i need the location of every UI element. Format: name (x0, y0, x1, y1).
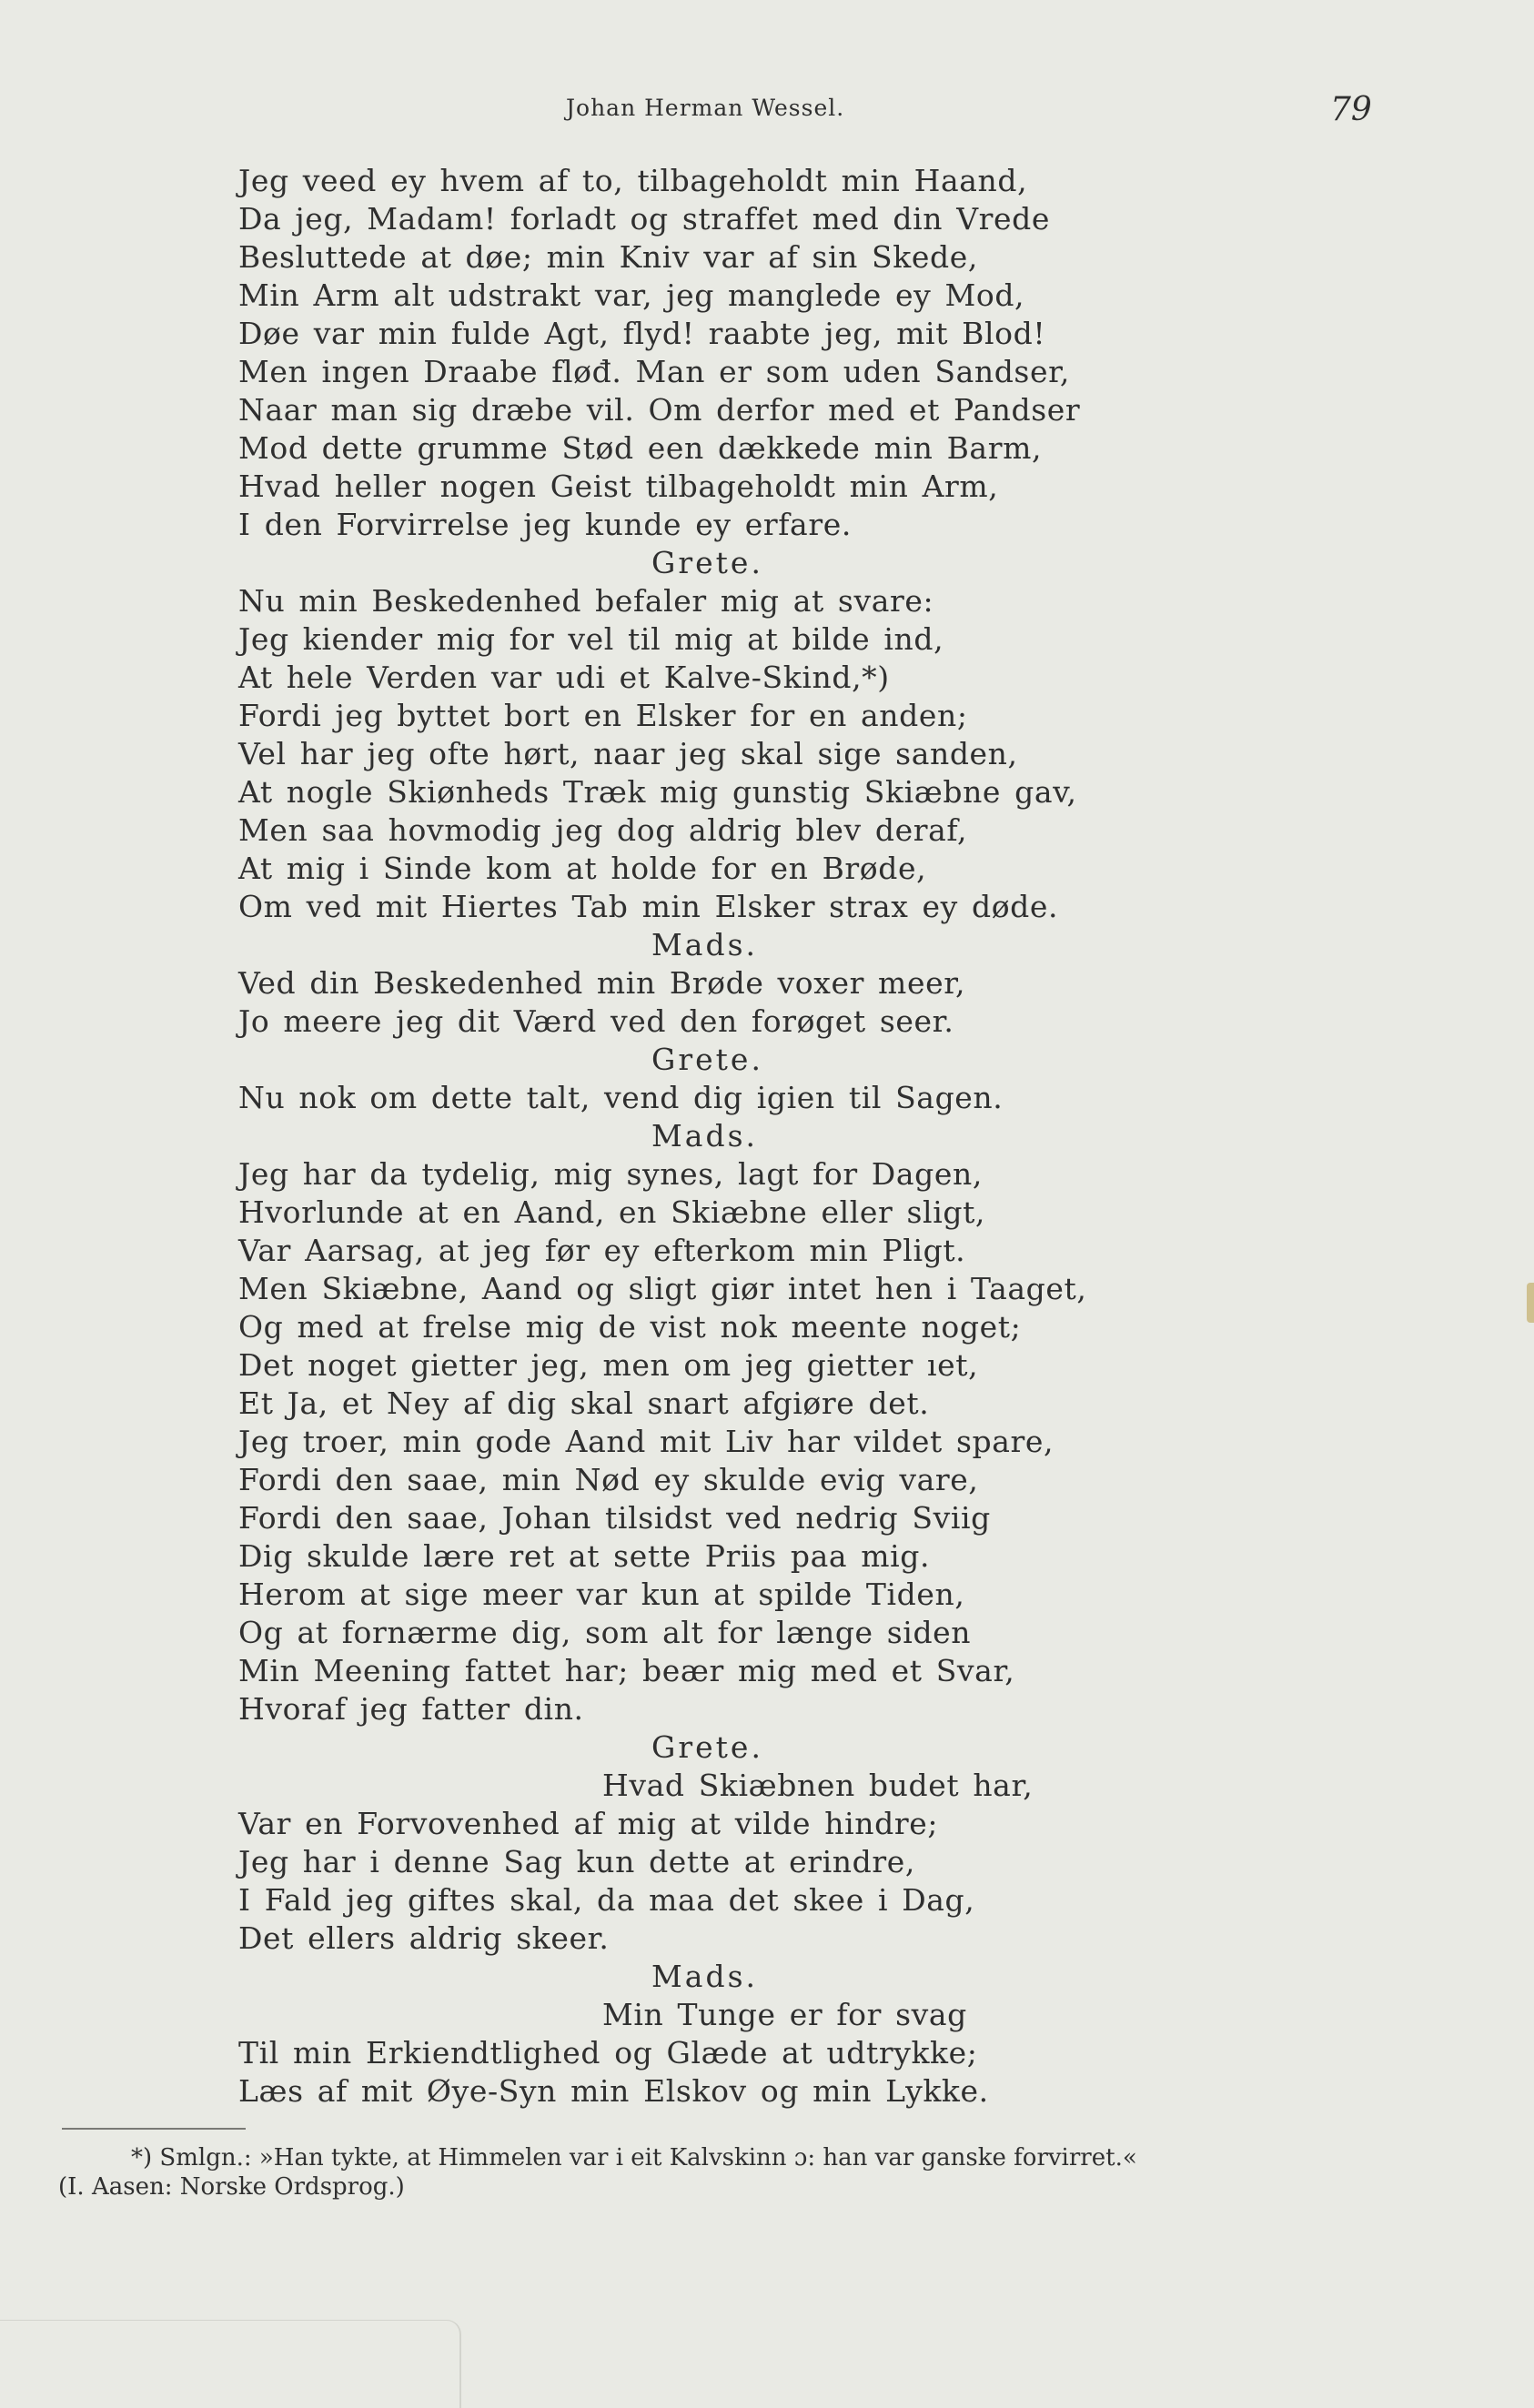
verse-line: Til min Erkiendtlighed og Glæde at udtrykke; (238, 2035, 978, 2070)
verse-line: Og med at frelse mig de vist nok meente noget; (238, 1309, 1022, 1345)
verse-line: Min Arm alt udstrakt var, jeg manglede ey Mod, (238, 277, 1025, 313)
verse-line: Besluttede at døe; min Kniv var af sin Skede, (238, 239, 978, 275)
footnote (58, 2143, 1478, 2201)
verse-line: Men Skiæbne, Aand og sligt giør intet hen i Taaget, (238, 1271, 1087, 1306)
verse-line: Da jeg, Madam! forladt og straffet med din Vrede (238, 201, 1051, 237)
verse-line: I den Forvirrelse jeg kunde ey erfare. (238, 507, 852, 542)
verse-line: Min Tunge er for svag (602, 1997, 967, 2032)
footnote-divider (62, 2128, 246, 2130)
verse-line: Vel har jeg ofte hørt, naar jeg skal sige sanden, (238, 736, 1018, 771)
verse-line: Et Ja, et Ney af dig skal snart afgiøre det. (238, 1385, 930, 1421)
speaker-name: Grete. (651, 1042, 763, 1077)
verse-line: At hele Verden var udi et Kalve-Skind,*) (238, 660, 890, 695)
verse-line: Nu min Beskedenhed befaler mig at svare: (238, 583, 934, 619)
speaker-name: Grete. (651, 545, 763, 580)
verse-line: Jeg veed ey hvem af to, tilbageholdt min Haand, (238, 163, 1028, 198)
page-edge-mark (1527, 1283, 1534, 1323)
verse-text-block (238, 162, 1148, 2111)
verse-line: At mig i Sinde kom at holde for en Brøde, (238, 851, 927, 886)
verse-line: Men saa hovmodig jeg dog aldrig blev deraf, (238, 812, 968, 848)
verse-line: Var Aarsag, at jeg før ey efterkom min Pligt. (238, 1233, 966, 1268)
verse-line: Og at fornærme dig, som alt for længe siden (238, 1615, 972, 1650)
verse-line: Nu nok om dette talt, vend dig igien til Sagen. (238, 1080, 1004, 1115)
verse-line: Ved din Beskedenhed min Brøde voxer meer, (238, 965, 966, 1001)
verse-line: Det ellers aldrig skeer. (238, 1920, 610, 1956)
page-number: 79 (1330, 91, 1372, 128)
verse-line: Fordi den saae, min Nød ey skulde evig vare, (238, 1462, 979, 1497)
speaker-name: Grete. (651, 1729, 763, 1765)
running-head: Johan Herman Wessel. (566, 95, 845, 121)
verse-line: Jeg har da tydelig, mig synes, lagt for Dagen, (238, 1156, 983, 1192)
verse-line: Døe var min fulde Agt, flyd! raabte jeg, mit Blod! (238, 316, 1046, 351)
verse-line: Naar man sig dræbe vil. Om derfor med et Pandser (238, 392, 1081, 428)
speaker-name: Mads. (651, 927, 759, 962)
page-fold-shadow (0, 2320, 461, 2408)
verse-line: Hvad Skiæbnen budet har, (602, 1768, 1034, 1803)
verse-line: Hvoraf jeg fatter din. (238, 1691, 584, 1727)
footnote-line-2: (I. Aasen: Norske Ordsprog.) (58, 2173, 405, 2201)
verse-line: I Fald jeg giftes skal, da maa det skee i Dag, (238, 1882, 975, 1918)
verse-line: Mod dette grumme Stød een dækkede min Barm, (238, 430, 1043, 466)
verse-line: At nogle Skiønheds Træk mig gunstig Skiæbne gav, (238, 774, 1077, 810)
verse-line: Jo meere jeg dit Værd ved den forøget seer. (238, 1003, 954, 1039)
speaker-name: Mads. (651, 1118, 759, 1154)
verse-line: Hvad heller nogen Geist tilbageholdt min Arm, (238, 469, 999, 504)
verse-line: Var en Forvovenhed af mig at vilde hindre; (238, 1806, 939, 1841)
verse-line: Min Meening fattet har; beær mig med et Svar, (238, 1653, 1015, 1688)
verse-line: Jeg kiender mig for vel til mig at bilde ind, (238, 621, 944, 657)
verse-line: Men ingen Draabe fløđ. Man er som uden Sandser, (238, 354, 1070, 389)
verse-line: Hvorlunde at en Aand, en Skiæbne eller sligt, (238, 1194, 986, 1230)
footnote-line-1: *) Smlgn.: »Han tykte, at Himmelen var i eit Kalvskinn ɔ: han var ganske forvirret.« (131, 2144, 1137, 2171)
verse-line: Dig skulde lære ret at sette Priis paa mig. (238, 1538, 931, 1574)
verse-line: Fordi den saae, Johan tilsidst ved nedrig Sviig (238, 1500, 991, 1536)
verse-line: Jeg har i denne Sag kun dette at erindre, (238, 1844, 915, 1879)
verse-line: Det noget gietter jeg, men om jeg gietter ıet, (238, 1347, 979, 1383)
verse-line: Herom at sige meer var kun at spilde Tiden, (238, 1577, 965, 1612)
page-header (0, 91, 1534, 131)
verse-line: Om ved mit Hiertes Tab min Elsker strax ey døde. (238, 889, 1059, 924)
verse-line: Fordi jeg byttet bort en Elsker for en anden; (238, 698, 968, 733)
verse-line: Læs af mit Øye-Syn min Elskov og min Lykke. (238, 2073, 989, 2109)
speaker-name: Mads. (651, 1959, 759, 1994)
verse-line: Jeg troer, min gode Aand mit Liv har vildet spare, (238, 1424, 1055, 1459)
